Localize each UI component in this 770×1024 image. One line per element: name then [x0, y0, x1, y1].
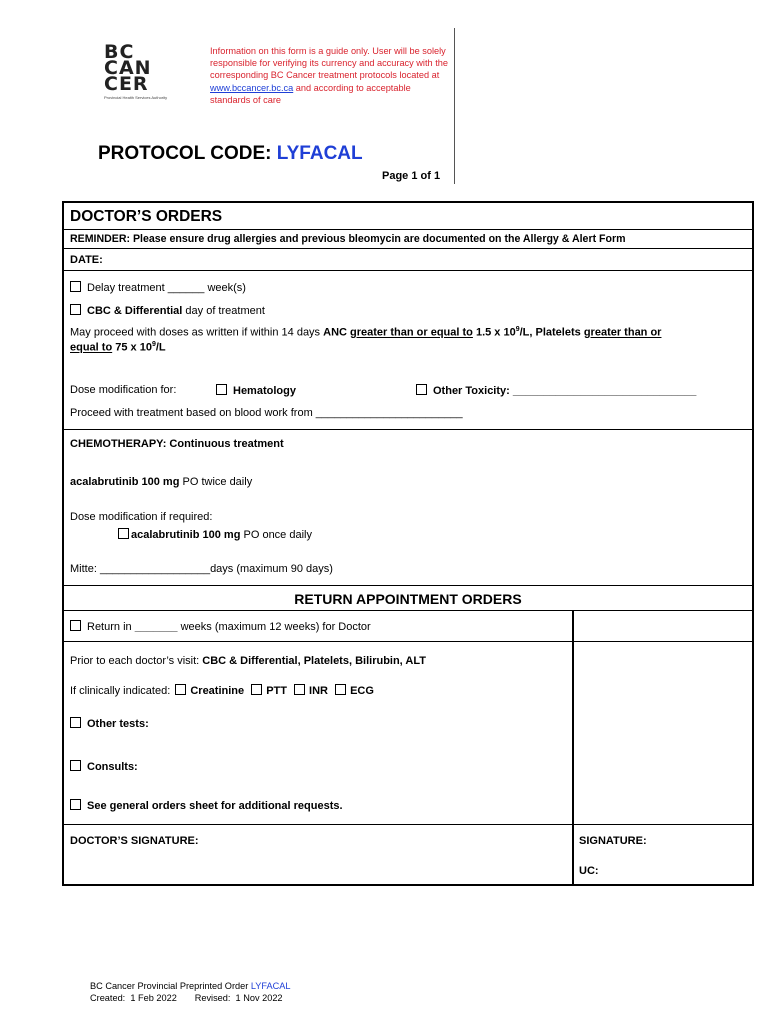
disclaimer-text: Information on this form is a guide only. User will be solely responsible for verifying its currency and accuracy with the corresponding BC Cancer treatment protocols located at	[210, 46, 448, 81]
chemo-heading: CHEMOTHERAPY: Continuous treatment	[70, 438, 284, 450]
proceed-text: May proceed with doses as written if within 14 days	[70, 326, 321, 339]
logo-line: BC	[104, 41, 135, 63]
creatinine-label: Creatinine	[190, 685, 245, 697]
footer	[90, 980, 291, 1004]
logo-subtitle: Provincial Health Services Authority	[104, 95, 168, 100]
gte-text: greater than or	[583, 326, 662, 339]
date-row	[64, 249, 752, 271]
exponent: 9	[515, 326, 520, 333]
prior-label: Prior to each doctor’s visit:	[70, 655, 200, 667]
platelet-value: 75 x 10	[115, 341, 152, 354]
header-divider	[454, 28, 455, 184]
other-tests-option	[70, 717, 149, 730]
general-orders-option	[70, 799, 343, 812]
general-orders-label: See general orders sheet for additional requests.	[87, 800, 343, 812]
chemo-drug-line	[70, 476, 252, 488]
return-heading-row	[64, 586, 752, 611]
return-in-row	[64, 611, 752, 642]
per-litre: /L	[155, 341, 166, 354]
general-orders-checkbox[interactable]	[70, 799, 81, 810]
uc-label: UC:	[579, 865, 599, 877]
dose-mod-option	[118, 528, 312, 541]
clinically-indicated-line	[70, 684, 374, 697]
cbc-suffix: day of treatment	[185, 305, 265, 317]
hematology-label: Hematology	[233, 385, 296, 397]
bccancer-link[interactable]: www.bccancer.bc.ca	[210, 82, 294, 93]
protocol-label: PROTOCOL CODE:	[98, 143, 272, 164]
gte-text: greater than or equal to	[350, 326, 473, 339]
doctor-signature-label: DOCTOR’S SIGNATURE:	[70, 835, 199, 847]
consults-checkbox[interactable]	[70, 760, 81, 771]
date-label: DATE:	[70, 254, 103, 266]
gte-text: equal to	[70, 341, 113, 354]
prior-visit-line	[70, 655, 426, 667]
protocol-code: LYFACAL	[276, 143, 363, 164]
delay-treatment-option	[70, 281, 246, 294]
bc-cancer-logo	[104, 41, 204, 100]
mitte-line: Mitte: __________________days (maximum 90 days)	[70, 563, 333, 575]
consults-label: Consults:	[87, 761, 138, 773]
signature-label: SIGNATURE:	[579, 835, 647, 847]
mod-drug-name: acalabrutinib 100 mg	[131, 529, 241, 541]
footer-code: LYFACAL	[250, 981, 291, 991]
drug-name: acalabrutinib 100 mg	[70, 476, 180, 488]
footer-line1	[90, 980, 291, 992]
inr-checkbox[interactable]	[294, 684, 305, 695]
reminder-row	[64, 230, 752, 249]
protocol-code-heading	[98, 143, 363, 165]
dose-mod-label: Dose modification for:	[70, 384, 177, 396]
exponent: 9	[151, 341, 156, 348]
other-tests-label: Other tests:	[87, 718, 149, 730]
disclaimer-text-end: and according to acceptable standards of care	[210, 82, 411, 105]
dose-mod-required: Dose modification if required:	[70, 511, 213, 523]
return-heading: RETURN APPOINTMENT ORDERS	[294, 591, 522, 607]
inr-label: INR	[309, 685, 328, 697]
other-tests-checkbox[interactable]	[70, 717, 81, 728]
signature-row	[64, 825, 752, 886]
anc-value: 1.5 x 10	[475, 326, 516, 339]
ecg-label: ECG	[350, 685, 374, 697]
other-toxicity-label: Other Toxicity: ______________________________	[433, 385, 697, 397]
clinically-indicated-label: If clinically indicated:	[70, 685, 171, 697]
cbc-option	[70, 304, 265, 317]
cbc-label: CBC & Differential	[87, 305, 183, 317]
dose-mod-checkbox[interactable]	[118, 528, 129, 539]
return-in-blank: _______	[134, 621, 178, 633]
creatinine-checkbox[interactable]	[175, 684, 186, 695]
delay-text: Delay treatment ______ week(s)	[87, 282, 246, 294]
doctors-orders-form	[62, 201, 754, 886]
hematology-checkbox[interactable]	[216, 384, 227, 395]
drug-route: PO twice daily	[182, 476, 253, 488]
mod-drug-route: PO once daily	[243, 529, 312, 541]
footer-dates: Created: 1 Feb 2022 Revised: 1 Nov 2022	[90, 993, 283, 1003]
footer-text: BC Cancer Provincial Preprinted Order	[90, 981, 249, 991]
proceed-criteria-line1	[70, 326, 661, 339]
tests-section	[64, 642, 752, 825]
prior-tests: CBC & Differential, Platelets, Bilirubin, ALT	[202, 655, 426, 667]
other-toxicity-checkbox[interactable]	[416, 384, 427, 395]
cbc-checkbox[interactable]	[70, 304, 81, 315]
platelets-label: /L, Platelets	[519, 326, 581, 339]
other-toxicity-option	[416, 384, 696, 397]
orders-title: DOCTOR’S ORDERS	[70, 208, 223, 225]
page-number: Page 1 of 1	[382, 170, 441, 182]
return-in-suffix: weeks (maximum 12 weeks) for Doctor	[180, 621, 371, 633]
logo-line: CER	[104, 73, 149, 95]
ptt-label: PTT	[266, 685, 287, 697]
column-divider	[572, 825, 574, 886]
chemotherapy-section	[64, 430, 752, 586]
return-in-label: Return in	[87, 621, 132, 633]
consults-option	[70, 760, 138, 773]
logo-line: CAN	[104, 57, 152, 79]
return-in-checkbox[interactable]	[70, 620, 81, 631]
return-in-option	[70, 620, 371, 633]
treatment-conditions-section	[64, 271, 752, 430]
reminder-text: REMINDER: Please ensure drug allergies and previous bleomycin are documented on the Allergy & Alert Form	[70, 233, 626, 245]
proceed-criteria-line2	[70, 341, 166, 354]
hematology-option	[216, 384, 296, 397]
delay-checkbox[interactable]	[70, 281, 81, 292]
proceed-bloodwork: Proceed with treatment based on blood work from ________________________	[70, 407, 463, 419]
ptt-checkbox[interactable]	[251, 684, 262, 695]
column-divider	[572, 611, 574, 825]
disclaimer	[210, 45, 450, 106]
ecg-checkbox[interactable]	[335, 684, 346, 695]
anc-label: ANC	[323, 326, 347, 339]
orders-title-row	[64, 203, 752, 230]
